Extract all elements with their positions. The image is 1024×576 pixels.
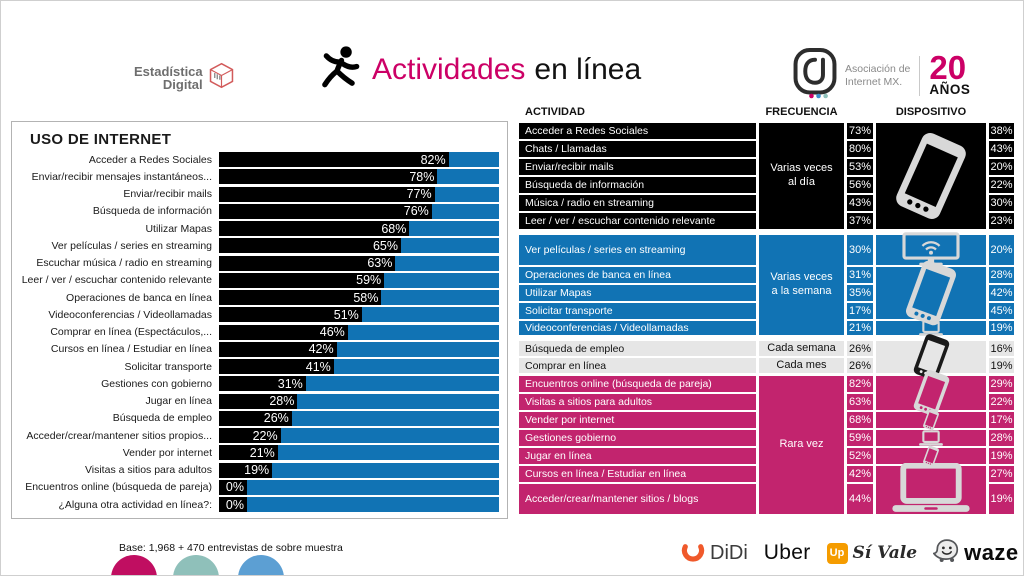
device-percent: 19%	[990, 450, 1013, 462]
column-header-actividad: ACTIVIDAD	[525, 106, 585, 118]
chart-bar-value: 76%	[403, 204, 429, 219]
uber-logo	[764, 541, 811, 565]
activity-cell: Ver películas / series en streaming	[519, 235, 756, 265]
chart-bar-track	[219, 256, 499, 271]
chart-bar-track	[219, 273, 499, 288]
chart-category-label: Búsqueda de información	[92, 205, 212, 218]
chart-bar-value: 28%	[269, 394, 295, 408]
years-number: 20	[929, 48, 967, 86]
chart-bar-track	[219, 497, 499, 512]
device-percent: 20%	[990, 161, 1013, 173]
waze-label: waze	[964, 540, 1019, 565]
jumping-person-icon	[317, 46, 363, 95]
chart-bar-track	[219, 204, 499, 219]
smartphone-icon	[876, 267, 986, 319]
chart-bar	[219, 256, 395, 271]
page-title-block	[317, 45, 641, 95]
laptop-large-icon	[876, 466, 986, 514]
device-percent: 22%	[990, 179, 1013, 191]
activity-cell: Leer / ver / escuchar contenido relevante	[519, 213, 756, 229]
smartphone-icon	[876, 123, 986, 229]
device-percent: 38%	[990, 125, 1013, 137]
chart-bar-value: 19%	[244, 463, 270, 477]
chart-bar-value: 22%	[252, 428, 278, 443]
chart-row	[12, 394, 499, 409]
chart-row	[12, 376, 499, 391]
chart-category-label: Comprar en línea (Espectáculos,...	[50, 326, 212, 338]
chart-category-label: Ver películas / series en streaming	[51, 239, 212, 252]
chart-bar	[219, 463, 272, 478]
frequency-percent: 52%	[848, 450, 872, 462]
chart-bar-value: 46%	[319, 325, 345, 339]
frequency-percent: 21%	[848, 322, 872, 334]
table-header-row	[519, 106, 1017, 118]
aimx-years-block	[929, 48, 971, 98]
chart-bar-track	[219, 169, 499, 184]
up-si-vale-logo	[827, 543, 918, 564]
frequency-cell: Varias veces a la semana	[759, 235, 844, 335]
chart-row	[12, 307, 499, 322]
frequency-percent: 59%	[848, 432, 872, 444]
chart-bar	[219, 497, 247, 512]
device-percent: 27%	[990, 468, 1013, 480]
frequency-percent: 43%	[848, 197, 872, 209]
chart-bar	[219, 411, 292, 426]
chart-row	[12, 169, 499, 184]
didi-label: DiDi	[710, 541, 748, 564]
aimx-org-line1: Asociación de	[845, 62, 911, 75]
waze-icon	[933, 538, 959, 568]
device-percent: 19%	[989, 484, 1014, 514]
chart-row	[12, 256, 499, 271]
chart-bar	[219, 152, 449, 167]
chart-row	[12, 152, 499, 167]
chart-bar-track	[219, 307, 499, 322]
activity-group-rare	[519, 376, 1017, 514]
aimx-logo	[792, 47, 970, 104]
column-header-dispositivo: DISPOSITIVO	[895, 106, 967, 118]
chart-bar-value: 78%	[409, 169, 435, 184]
estadistica-digital-logo	[134, 62, 235, 94]
activity-frequency-device-table	[519, 106, 1017, 514]
device-percent: 23%	[990, 215, 1013, 227]
device-percent: 28%	[990, 432, 1013, 444]
chart-row	[12, 204, 499, 219]
chart-category-label: ¿Alguna otra actividad en línea?:	[58, 498, 212, 511]
aimx-emblem-icon	[792, 47, 838, 104]
aimx-org-line2: Internet MX.	[845, 75, 903, 88]
sample-dot-magenta	[111, 555, 157, 576]
frequency-cell: Cada semana	[759, 341, 844, 356]
smartphone-icon	[876, 341, 986, 373]
activity-cell: Comprar en línea	[519, 358, 756, 373]
chart-bar-value: 21%	[249, 445, 275, 460]
chart-category-label: Encuentros online (búsqueda de pareja)	[25, 481, 212, 494]
brand-line1: Estadística	[134, 63, 203, 79]
frequency-percent: 35%	[848, 287, 872, 299]
activity-cell: Operaciones de banca en línea	[519, 267, 756, 283]
brand-line2: Digital	[162, 77, 203, 92]
frequency-percent: 80%	[848, 143, 872, 155]
chart-row	[12, 480, 499, 495]
chart-bar-value: 63%	[367, 256, 393, 270]
frequency-percent: 63%	[848, 396, 872, 408]
chart-bar-value: 68%	[381, 221, 407, 236]
frequency-percent: 56%	[848, 179, 872, 191]
chart-category-label: Enviar/recibir mensajes instantáneos...	[31, 170, 212, 183]
years-label: AÑOS	[929, 82, 971, 98]
chart-category-label: Visitas a sitios para adultos	[84, 464, 212, 476]
device-percent: 29%	[990, 378, 1013, 390]
frequency-percent: 44%	[847, 484, 873, 514]
chart-category-label: Gestiones con gobierno	[101, 377, 212, 390]
chart-category-label: Enviar/recibir mails	[123, 188, 212, 200]
chart-bar	[219, 480, 247, 495]
chart-bar-value: 59%	[356, 273, 382, 288]
chart-category-label: Jugar en línea	[145, 395, 212, 407]
activity-cell: Chats / Llamadas	[519, 141, 756, 157]
cube-icon	[208, 62, 235, 94]
activity-cell: Enviar/recibir mails	[519, 159, 756, 175]
chart-rows	[12, 152, 499, 512]
chart-row	[12, 463, 499, 478]
chart-category-label: Acceder a Redes Sociales	[88, 153, 212, 166]
chart-bar-value: 42%	[308, 342, 334, 357]
column-header-frecuencia: FRECUENCIA	[765, 106, 838, 118]
device-percent: 42%	[990, 287, 1013, 299]
divider	[919, 56, 920, 96]
chart-bar-track	[219, 238, 499, 253]
activity-cell: Videoconferencias / Videollamadas	[519, 321, 756, 335]
activity-cell: Vender por internet	[519, 412, 756, 428]
chart-bar-track	[219, 376, 499, 391]
frequency-cell: Varias veces al día	[759, 123, 844, 229]
chart-bar	[219, 342, 337, 357]
chart-bar-value: 51%	[333, 307, 359, 322]
chart-bar	[219, 204, 432, 219]
chart-category-label: Videoconferencias / Videollamadas	[48, 308, 212, 321]
phone-small-icon	[876, 448, 986, 464]
activity-cell: Música / radio en streaming	[519, 195, 756, 211]
chart-bar-track	[219, 428, 499, 443]
smartphone-icon	[876, 376, 986, 410]
chart-row	[12, 187, 499, 202]
frequency-percent: 68%	[848, 414, 872, 426]
sample-base-note: Base: 1,968 + 470 entrevistas de sobre muestra	[119, 542, 343, 554]
activity-cell: Solicitar transporte	[519, 303, 756, 319]
chart-row	[12, 497, 499, 512]
chart-bar-track	[219, 480, 499, 495]
chart-row	[12, 290, 499, 305]
partner-logos	[681, 537, 1019, 569]
chart-bar	[219, 445, 278, 460]
up-badge: Up	[827, 543, 848, 564]
activity-cell: Búsqueda de empleo	[519, 341, 756, 356]
activity-cell: Jugar en línea	[519, 448, 756, 464]
frequency-cell: Cada mes	[759, 358, 844, 373]
frequency-percent: 26%	[848, 342, 872, 355]
activity-cell: Utilizar Mapas	[519, 285, 756, 301]
chart-row	[12, 273, 499, 288]
chart-category-label: Operaciones de banca en línea	[66, 291, 212, 304]
uber-label: Uber	[763, 541, 811, 564]
chart-bar-track	[219, 359, 499, 374]
chart-bar	[219, 325, 348, 340]
activity-cell: Acceder a Redes Sociales	[519, 123, 756, 139]
chart-bar-value: 58%	[353, 290, 379, 305]
chart-bar	[219, 290, 381, 305]
activity-cell: Gestiones gobierno	[519, 430, 756, 446]
chart-bar-value: 82%	[420, 152, 446, 167]
page-title-highlight: Actividades	[372, 53, 526, 86]
page-title-rest: en línea	[534, 53, 642, 86]
chart-bar	[219, 187, 435, 202]
chart-category-label: Búsqueda de empleo	[112, 412, 212, 425]
device-percent: 16%	[990, 342, 1013, 355]
device-percent: 22%	[990, 396, 1013, 408]
chart-bar-track	[219, 152, 499, 167]
chart-bar-track	[219, 445, 499, 460]
sample-dot-blue	[238, 555, 284, 576]
chart-bar-value: 0%	[225, 497, 244, 512]
device-percent: 19%	[990, 322, 1013, 334]
chart-row	[12, 342, 499, 357]
chart-category-label: Utilizar Mapas	[145, 222, 212, 235]
chart-bar	[219, 273, 384, 288]
table-groups	[519, 123, 1017, 514]
chart-bar-track	[219, 463, 499, 478]
chart-bar	[219, 221, 409, 236]
activity-cell: Búsqueda de información	[519, 177, 756, 193]
chart-bar	[219, 238, 401, 253]
chart-row	[12, 411, 499, 426]
chart-bar-track	[219, 411, 499, 426]
chart-title: USO DE INTERNET	[30, 131, 172, 148]
frequency-percent: 30%	[847, 235, 873, 265]
activity-group-periodic	[519, 341, 1017, 373]
frequency-percent: 73%	[848, 125, 872, 137]
chart-bar-track	[219, 325, 499, 340]
chart-bar	[219, 359, 334, 374]
chart-bar-track	[219, 221, 499, 236]
sample-dot-teal	[173, 555, 219, 576]
internet-usage-chart-panel	[11, 121, 508, 519]
chart-bar	[219, 307, 362, 322]
chart-bar-track	[219, 290, 499, 305]
device-percent: 28%	[990, 269, 1013, 281]
laptop-icon	[876, 430, 986, 446]
chart-bar-track	[219, 342, 499, 357]
chart-row	[12, 445, 499, 460]
chart-category-label: Acceder/crear/mantener sitios propios...	[26, 429, 212, 442]
activity-group-daily	[519, 123, 1017, 229]
frequency-percent: 42%	[848, 468, 872, 480]
chart-category-label: Vender por internet	[122, 446, 212, 459]
chart-category-label: Leer / ver / escuchar contenido relevante	[21, 274, 212, 287]
device-percent: 43%	[990, 143, 1013, 155]
chart-bar-track	[219, 394, 499, 409]
chart-row	[12, 428, 499, 443]
chart-bar	[219, 394, 297, 409]
chart-bar	[219, 376, 306, 391]
chart-row	[12, 221, 499, 236]
chart-bar-track	[219, 187, 499, 202]
frequency-percent: 37%	[848, 215, 872, 227]
device-percent: 20%	[989, 235, 1014, 265]
chart-row	[12, 238, 499, 253]
device-percent: 19%	[990, 359, 1013, 372]
chart-row	[12, 325, 499, 340]
page-title	[372, 53, 641, 87]
device-percent: 30%	[990, 197, 1013, 209]
aimx-org-name	[845, 63, 910, 88]
si-vale-label: Sí Vale	[852, 543, 918, 563]
chart-bar-value: 65%	[372, 238, 398, 253]
chart-bar-value: 31%	[277, 376, 303, 391]
chart-row	[12, 359, 499, 374]
chart-bar-value: 26%	[263, 411, 289, 426]
waze-logo	[933, 538, 1019, 568]
device-percent: 45%	[990, 305, 1013, 317]
didi-icon	[681, 540, 705, 567]
device-percent: 17%	[990, 414, 1013, 426]
frequency-percent: 82%	[848, 378, 872, 390]
chart-bar-value: 77%	[406, 187, 432, 201]
activity-cell: Encuentros online (búsqueda de pareja)	[519, 376, 756, 392]
activity-group-weekly	[519, 235, 1017, 335]
estadistica-digital-label	[134, 65, 203, 92]
chart-bar-value: 0%	[225, 480, 244, 495]
didi-logo	[681, 540, 748, 567]
frequency-percent: 53%	[848, 161, 872, 173]
activity-cell: Cursos en línea / Estudiar en línea	[519, 466, 756, 482]
frequency-cell: Rara vez	[759, 376, 844, 514]
chart-bar	[219, 428, 281, 443]
phone-small-icon	[876, 412, 986, 428]
activity-cell: Acceder/crear/mantener sitios / blogs	[519, 484, 756, 514]
frequency-percent: 31%	[848, 269, 872, 281]
chart-category-label: Solicitar transporte	[124, 360, 212, 373]
frequency-percent: 26%	[848, 359, 872, 372]
chart-category-label: Cursos en línea / Estudiar en línea	[50, 343, 212, 356]
frequency-percent: 17%	[848, 305, 872, 317]
chart-category-label: Escuchar música / radio en streaming	[36, 257, 212, 269]
chart-bar	[219, 169, 437, 184]
activity-cell: Visitas a sitios para adultos	[519, 394, 756, 410]
chart-bar-value: 41%	[305, 359, 331, 374]
